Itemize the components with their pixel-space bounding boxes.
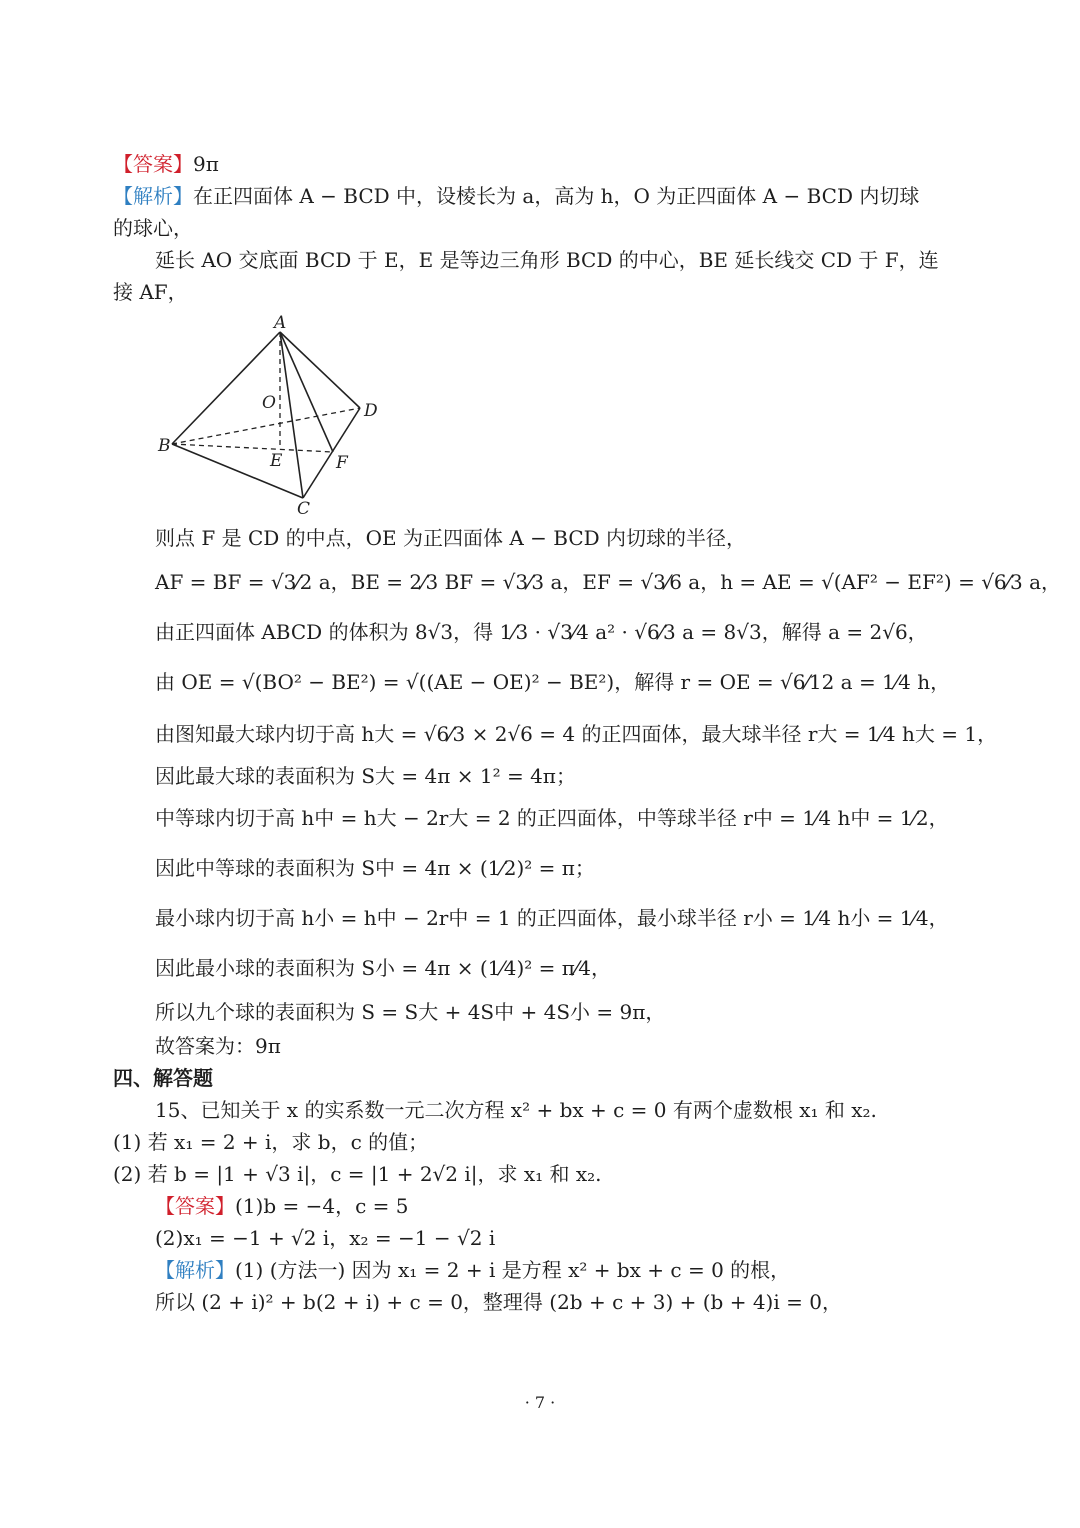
answer-value: 9π xyxy=(193,152,219,176)
page-number: · 7 · xyxy=(524,1393,556,1412)
step-3: 由正四面体 ABCD 的体积为 8√3，得 1⁄3 · √3⁄4 a² · √6⁄3 a = 8√3，解得 a = 2√6， xyxy=(155,620,928,644)
analysis-line-2: 的球心， xyxy=(113,216,193,240)
edge-ab xyxy=(172,332,280,444)
edge-bd xyxy=(172,408,360,444)
section-heading: 四、解答题 xyxy=(113,1066,213,1090)
step-8: 因此中等球的表面积为 S中 = 4π × (1⁄2)² = π； xyxy=(155,856,595,880)
question-part-2: (2) 若 b = |1 + √3 i|，c = |1 + 2√2 i|，求 x₁ 和 x₂. xyxy=(113,1162,602,1186)
answer-line xyxy=(113,148,219,180)
answer15-tag: 【答案】 xyxy=(155,1194,235,1218)
step-12: 故答案为：9π xyxy=(155,1034,281,1058)
step-5: 由图知最大球内切于高 h大 = √6⁄3 × 2√6 = 4 的正四面体，最大球半径 r大 = 1⁄4 h大 = 1， xyxy=(155,722,998,746)
step-10: 因此最小球的表面积为 S小 = 4π × (1⁄4)² = π⁄4， xyxy=(155,956,611,980)
edge-bc xyxy=(172,444,303,498)
step-1: 则点 F 是 CD 的中点，OE 为正四面体 A − BCD 内切球的半径， xyxy=(155,526,747,550)
label-e: E xyxy=(270,451,283,471)
edge-cd xyxy=(303,408,360,498)
label-o: O xyxy=(262,393,276,413)
analysis-line-3: 延长 AO 交底面 BCD 于 E，E 是等边三角形 BCD 的中心，BE 延长线交 CD 于 F，连 xyxy=(155,248,939,272)
label-f: F xyxy=(336,453,348,473)
answer15-part-1: (1)b = −4，c = 5 xyxy=(235,1194,409,1218)
step-2: AF = BF = √3⁄2 a，BE = 2⁄3 BF = √3⁄3 a，EF = √3⁄6 a，h = AE = √(AF² − EF²) = √6⁄3 a， xyxy=(155,570,1062,594)
analysis-tag: 【解析】 xyxy=(113,184,193,208)
step-9: 最小球内切于高 h小 = h中 − 2r中 = 1 的正四面体，最小球半径 r小 = 1⁄4 h小 = 1⁄4， xyxy=(155,906,949,930)
analysis-line-1 xyxy=(113,180,919,212)
label-d: D xyxy=(364,401,378,421)
step-4: 由 OE = √(BO² − BE²) = √((AE − OE)² − BE²)，解得 r = OE = √6⁄12 a = 1⁄4 h， xyxy=(155,670,951,694)
analysis-text-1: 在正四面体 A − BCD 中，设棱长为 a，高为 h，O 为正四面体 A − BCD 内切球 xyxy=(193,184,920,208)
edge-ad xyxy=(280,332,360,408)
analysis15-tag: 【解析】 xyxy=(155,1258,235,1282)
step-11: 所以九个球的表面积为 S = S大 + 4S中 + 4S小 = 9π， xyxy=(155,1000,666,1024)
label-b: B xyxy=(158,436,171,456)
analysis15-line-1 xyxy=(155,1254,790,1286)
step-6: 因此最大球的表面积为 S大 = 4π × 1² = 4π； xyxy=(155,764,576,788)
tetrahedron-figure xyxy=(150,312,390,517)
analysis-line-4: 接 AF， xyxy=(113,280,188,304)
answer15-part-2: (2)x₁ = −1 + √2 i，x₂ = −1 − √2 i xyxy=(155,1226,496,1250)
question-stem: 15、已知关于 x 的实系数一元二次方程 x² + bx + c = 0 有两个虚数根 x₁ 和 x₂. xyxy=(155,1098,877,1122)
label-a: A xyxy=(274,313,287,333)
segment-bf xyxy=(172,444,333,452)
label-c: C xyxy=(297,499,311,517)
analysis15-line-2: 所以 (2 + i)² + b(2 + i) + c = 0，整理得 (2b + c + 3) + (b + 4)i = 0， xyxy=(155,1290,842,1314)
answer15-line-1 xyxy=(155,1190,409,1222)
question-part-1: (1) 若 x₁ = 2 + i，求 b，c 的值； xyxy=(113,1130,429,1154)
analysis15-text-1: (1) (方法一) 因为 x₁ = 2 + i 是方程 x² + bx + c = 0 的根， xyxy=(235,1258,791,1282)
answer-tag: 【答案】 xyxy=(113,152,193,176)
step-7: 中等球内切于高 h中 = h大 − 2r大 = 2 的正四面体，中等球半径 r中 = 1⁄4 h中 = 1⁄2， xyxy=(155,806,949,830)
